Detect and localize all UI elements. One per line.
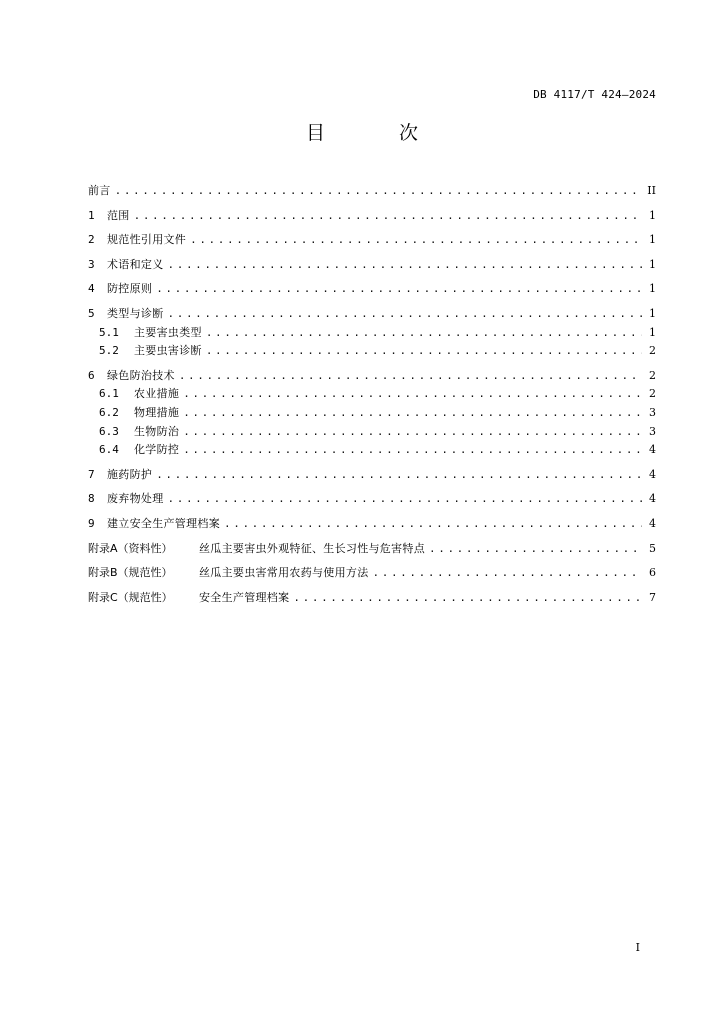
dot-leader xyxy=(429,537,642,562)
dot-leader xyxy=(156,463,642,488)
toc-entry-label: 类型与诊断 xyxy=(107,306,164,320)
dot-leader xyxy=(156,277,642,302)
document-code: DB 4117/T 424—2024 xyxy=(533,88,656,101)
dot-leader xyxy=(293,586,642,611)
toc-entry-number: 5.1 xyxy=(99,325,119,339)
toc-entry-4[interactable] xyxy=(88,277,656,302)
toc-entry-page: 1 xyxy=(649,208,656,222)
toc-entry-page: 1 xyxy=(649,325,656,339)
toc-entry-number: 9 xyxy=(88,516,95,530)
toc-entry-label: 施药防护 xyxy=(107,467,153,481)
dot-leader xyxy=(183,385,642,404)
toc-entry-preface[interactable] xyxy=(88,179,656,204)
toc-entry-page: 4 xyxy=(649,492,656,506)
appendix-label: 附录B（规范性） xyxy=(88,566,173,580)
toc-entry-6-4[interactable] xyxy=(88,441,656,460)
toc-entry-page: II xyxy=(647,184,656,197)
toc-entry-5-1[interactable] xyxy=(88,324,656,343)
toc-entry-label: 安全生产管理档案 xyxy=(199,590,290,604)
toc-entry-appendix-a[interactable] xyxy=(88,537,656,562)
toc-entry-appendix-b[interactable] xyxy=(88,561,656,586)
toc-entry-label: 丝瓜主要虫害常用农药与使用方法 xyxy=(199,566,369,580)
toc-entry-number: 4 xyxy=(88,282,95,296)
toc-entry-label: 绿色防治技术 xyxy=(107,368,175,382)
toc-entry-1[interactable] xyxy=(88,204,656,229)
table-of-contents xyxy=(88,179,656,610)
toc-entry-number: 6.3 xyxy=(99,424,119,438)
toc-entry-3[interactable] xyxy=(88,253,656,278)
toc-entry-page: 1 xyxy=(649,257,656,271)
dot-leader xyxy=(206,342,642,361)
toc-entry-number: 7 xyxy=(88,467,95,481)
toc-entry-6-3[interactable] xyxy=(88,423,656,442)
dot-leader xyxy=(115,179,642,204)
toc-entry-9[interactable] xyxy=(88,512,656,537)
toc-entry-page: 2 xyxy=(649,368,656,382)
toc-entry-page: 3 xyxy=(649,424,656,438)
toc-entry-page: 7 xyxy=(649,590,656,604)
dot-leader xyxy=(168,487,643,512)
toc-entry-label: 主要害虫类型 xyxy=(134,325,202,339)
toc-entry-8[interactable] xyxy=(88,487,656,512)
appendix-label: 附录A（资料性） xyxy=(88,541,173,555)
toc-entry-label: 建立安全生产管理档案 xyxy=(107,516,220,530)
toc-entry-page: 2 xyxy=(649,344,656,358)
toc-entry-5-2[interactable] xyxy=(88,342,656,361)
dot-leader xyxy=(183,441,642,460)
page-title: 目 次 xyxy=(305,122,453,144)
toc-entry-page: 4 xyxy=(649,516,656,530)
appendix-label: 附录C（规范性） xyxy=(88,590,173,604)
toc-entry-page: 2 xyxy=(649,387,656,401)
toc-entry-number: 3 xyxy=(88,257,95,271)
dot-leader xyxy=(373,561,643,586)
toc-entry-number: 1 xyxy=(88,208,95,222)
toc-entry-label: 农业措施 xyxy=(134,387,180,401)
toc-entry-appendix-c[interactable] xyxy=(88,586,656,611)
toc-entry-label: 生物防治 xyxy=(134,424,180,438)
toc-entry-number: 6.1 xyxy=(99,387,119,401)
toc-entry-label: 丝瓜主要害虫外观特征、生长习性与危害特点 xyxy=(199,541,425,555)
page-number: I xyxy=(635,941,640,954)
toc-entry-label: 物理措施 xyxy=(134,405,180,419)
toc-entry-label: 术语和定义 xyxy=(107,257,164,271)
toc-entry-label: 废弃物处理 xyxy=(107,492,164,506)
toc-entry-6-2[interactable] xyxy=(88,404,656,423)
toc-entry-number: 8 xyxy=(88,492,95,506)
toc-entry-page: 4 xyxy=(649,443,656,457)
toc-entry-number: 5 xyxy=(88,306,95,320)
toc-entry-page: 6 xyxy=(649,566,656,580)
toc-entry-number: 6 xyxy=(88,368,95,382)
toc-entry-number: 6.2 xyxy=(99,405,119,419)
toc-entry-page: 5 xyxy=(649,541,656,555)
toc-entry-7[interactable] xyxy=(88,463,656,488)
dot-leader xyxy=(224,512,642,537)
toc-entry-page: 1 xyxy=(649,306,656,320)
toc-entry-2[interactable] xyxy=(88,228,656,253)
dot-leader xyxy=(183,404,642,423)
toc-entry-page: 1 xyxy=(649,282,656,296)
toc-entry-number: 6.4 xyxy=(99,443,119,457)
dot-leader xyxy=(206,324,642,343)
dot-leader xyxy=(183,423,642,442)
toc-entry-number: 5.2 xyxy=(99,344,119,358)
dot-leader xyxy=(168,253,643,278)
toc-entry-label: 范围 xyxy=(107,208,130,222)
toc-entry-label: 主要虫害诊断 xyxy=(134,344,202,358)
toc-entry-label: 前言 xyxy=(88,184,111,197)
toc-entry-label: 防控原则 xyxy=(107,282,153,296)
toc-entry-label: 规范性引用文件 xyxy=(107,233,187,247)
dot-leader xyxy=(134,204,642,229)
toc-entry-number: 2 xyxy=(88,233,95,247)
toc-entry-label: 化学防控 xyxy=(134,443,180,457)
toc-entry-page: 1 xyxy=(649,233,656,247)
toc-entry-6-1[interactable] xyxy=(88,385,656,404)
dot-leader xyxy=(190,228,642,253)
toc-entry-page: 4 xyxy=(649,467,656,481)
toc-entry-page: 3 xyxy=(649,405,656,419)
